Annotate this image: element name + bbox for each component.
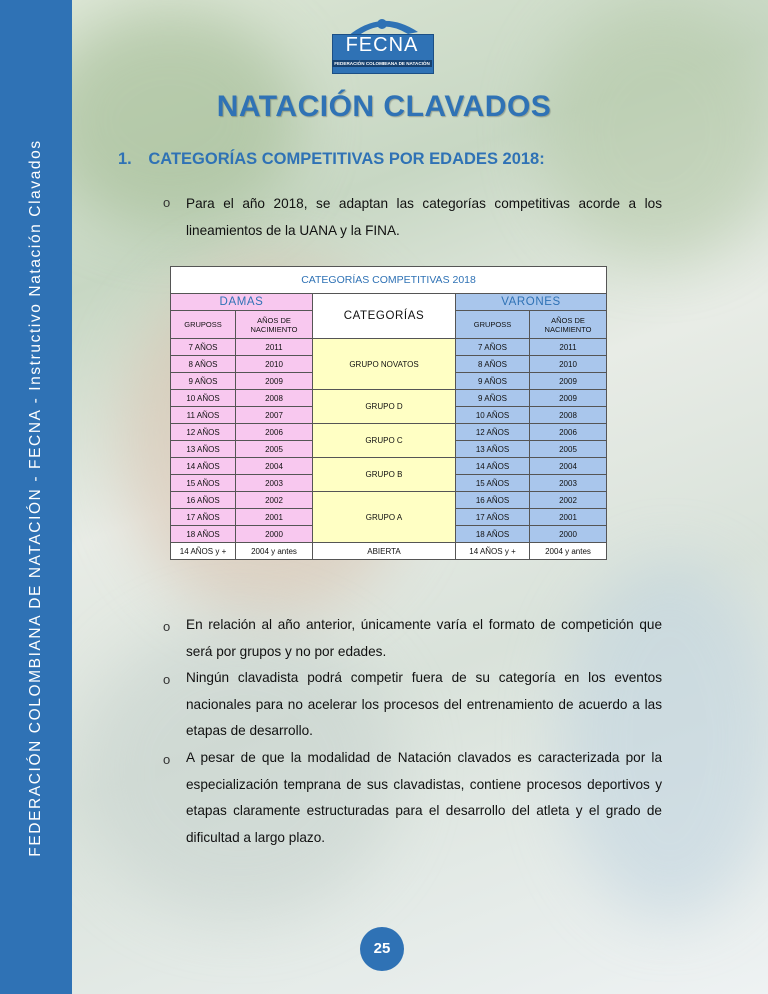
varones-year-cell: 2010 <box>530 356 607 373</box>
varones-year-cell: 2008 <box>530 407 607 424</box>
damas-year-cell: 2007 <box>236 407 313 424</box>
section-number: 1. <box>118 150 132 168</box>
bullet-paragraph-2: Ningún clavadista podrá competir fuera de su categoría en los eventos nacionales para no acelerar los procesos del entrenamiento de acuerdo a las etapas de desarrollo. <box>186 670 662 738</box>
varones-year-cell: 2005 <box>530 441 607 458</box>
damas-year-cell: 2010 <box>236 356 313 373</box>
categories-table <box>170 266 607 560</box>
damas-age-cell: 13 AÑOS <box>171 441 236 458</box>
fecna-logo <box>328 12 436 74</box>
damas-age-cell: 18 AÑOS <box>171 526 236 543</box>
table-row <box>171 492 607 509</box>
table-caption: CATEGORÍAS COMPETITIVAS 2018 <box>171 267 607 294</box>
damas-age-cell: 10 AÑOS <box>171 390 236 407</box>
sidebar-band <box>0 0 72 994</box>
damas-age-cell: 14 AÑOS y + <box>171 543 236 560</box>
logo-name: FECNA <box>345 34 419 56</box>
varones-year-cell: 2009 <box>530 390 607 407</box>
damas-year-cell: 2005 <box>236 441 313 458</box>
table-row <box>171 339 607 356</box>
varones-age-cell: 16 AÑOS <box>456 492 530 509</box>
varones-year-cell: 2009 <box>530 373 607 390</box>
category-cell: GRUPO D <box>313 390 456 424</box>
varones-age-cell: 12 AÑOS <box>456 424 530 441</box>
bullet-paragraph-3: A pesar de que la modalidad de Natación clavados es caracterizada por la especialización temprana de sus clavadistas, contiene procesos deportivos y etapas claramente estructuradas para el desarrollo del atleta y el grado de dificultad a largo plazo. <box>186 750 662 845</box>
section-heading <box>118 150 545 169</box>
intro-paragraph: Para el año 2018, se adaptan las categorías competitivas acorde a los lineamientos de la UANA y la FINA. <box>186 196 662 238</box>
varones-year-cell: 2011 <box>530 339 607 356</box>
damas-anos-col: AÑOS DE NACIMIENTO <box>236 311 313 339</box>
varones-age-cell: 7 AÑOS <box>456 339 530 356</box>
damas-year-cell: 2004 <box>236 458 313 475</box>
varones-age-cell: 18 AÑOS <box>456 526 530 543</box>
bullet-marker: o <box>163 619 171 634</box>
varones-age-cell: 14 AÑOS y + <box>456 543 530 560</box>
varones-year-cell: 2004 y antes <box>530 543 607 560</box>
damas-age-cell: 16 AÑOS <box>171 492 236 509</box>
category-cell: GRUPO A <box>313 492 456 543</box>
damas-year-cell: 2001 <box>236 509 313 526</box>
varones-age-cell: 17 AÑOS <box>456 509 530 526</box>
damas-header: DAMAS <box>171 294 313 311</box>
varones-age-cell: 8 AÑOS <box>456 356 530 373</box>
logo-subtitle: FEDERACIÓN COLOMBIANA DE NATACIÓN <box>332 60 432 67</box>
varones-age-cell: 10 AÑOS <box>456 407 530 424</box>
varones-header: VARONES <box>456 294 607 311</box>
bullet-paragraph-1: En relación al año anterior, únicamente varía el formato de competición que será por grupos y no por edades. <box>186 617 662 659</box>
varones-year-cell: 2000 <box>530 526 607 543</box>
damas-year-cell: 2006 <box>236 424 313 441</box>
damas-age-cell: 14 AÑOS <box>171 458 236 475</box>
damas-year-cell: 2003 <box>236 475 313 492</box>
bullet-marker: o <box>163 672 171 687</box>
varones-age-cell: 13 AÑOS <box>456 441 530 458</box>
bullet-marker: o <box>163 752 171 767</box>
damas-year-cell: 2011 <box>236 339 313 356</box>
table-row <box>171 458 607 475</box>
damas-year-cell: 2000 <box>236 526 313 543</box>
varones-age-cell: 15 AÑOS <box>456 475 530 492</box>
page-number: 25 <box>360 927 404 971</box>
section-heading-text: CATEGORÍAS COMPETITIVAS POR EDADES 2018: <box>148 150 545 168</box>
varones-year-cell: 2002 <box>530 492 607 509</box>
varones-grupos-col: GRUPOSS <box>456 311 530 339</box>
table-row <box>171 543 607 560</box>
category-cell: GRUPO B <box>313 458 456 492</box>
sidebar-title: FEDERACIÓN COLOMBIANA DE NATACIÓN - FECNA - Instructivo Natación Clavados <box>27 139 44 857</box>
category-cell: GRUPO NOVATOS <box>313 339 456 390</box>
damas-age-cell: 17 AÑOS <box>171 509 236 526</box>
varones-year-cell: 2003 <box>530 475 607 492</box>
damas-grupos-col: GRUPOSS <box>171 311 236 339</box>
damas-year-cell: 2004 y antes <box>236 543 313 560</box>
varones-year-cell: 2001 <box>530 509 607 526</box>
bullet-marker: o <box>163 195 171 210</box>
damas-year-cell: 2002 <box>236 492 313 509</box>
category-cell: GRUPO C <box>313 424 456 458</box>
varones-year-cell: 2004 <box>530 458 607 475</box>
varones-age-cell: 9 AÑOS <box>456 373 530 390</box>
damas-age-cell: 8 AÑOS <box>171 356 236 373</box>
damas-age-cell: 11 AÑOS <box>171 407 236 424</box>
page-title: NATACIÓN CLAVADOS <box>216 90 552 123</box>
varones-age-cell: 9 AÑOS <box>456 390 530 407</box>
table-row <box>171 390 607 407</box>
category-cell: ABIERTA <box>313 543 456 560</box>
damas-age-cell: 9 AÑOS <box>171 373 236 390</box>
damas-age-cell: 12 AÑOS <box>171 424 236 441</box>
damas-year-cell: 2009 <box>236 373 313 390</box>
damas-age-cell: 15 AÑOS <box>171 475 236 492</box>
damas-age-cell: 7 AÑOS <box>171 339 236 356</box>
damas-year-cell: 2008 <box>236 390 313 407</box>
varones-anos-col: AÑOS DE NACIMIENTO <box>530 311 607 339</box>
varones-age-cell: 14 AÑOS <box>456 458 530 475</box>
categorias-header: CATEGORÍAS <box>313 294 456 339</box>
varones-year-cell: 2006 <box>530 424 607 441</box>
table-row <box>171 424 607 441</box>
